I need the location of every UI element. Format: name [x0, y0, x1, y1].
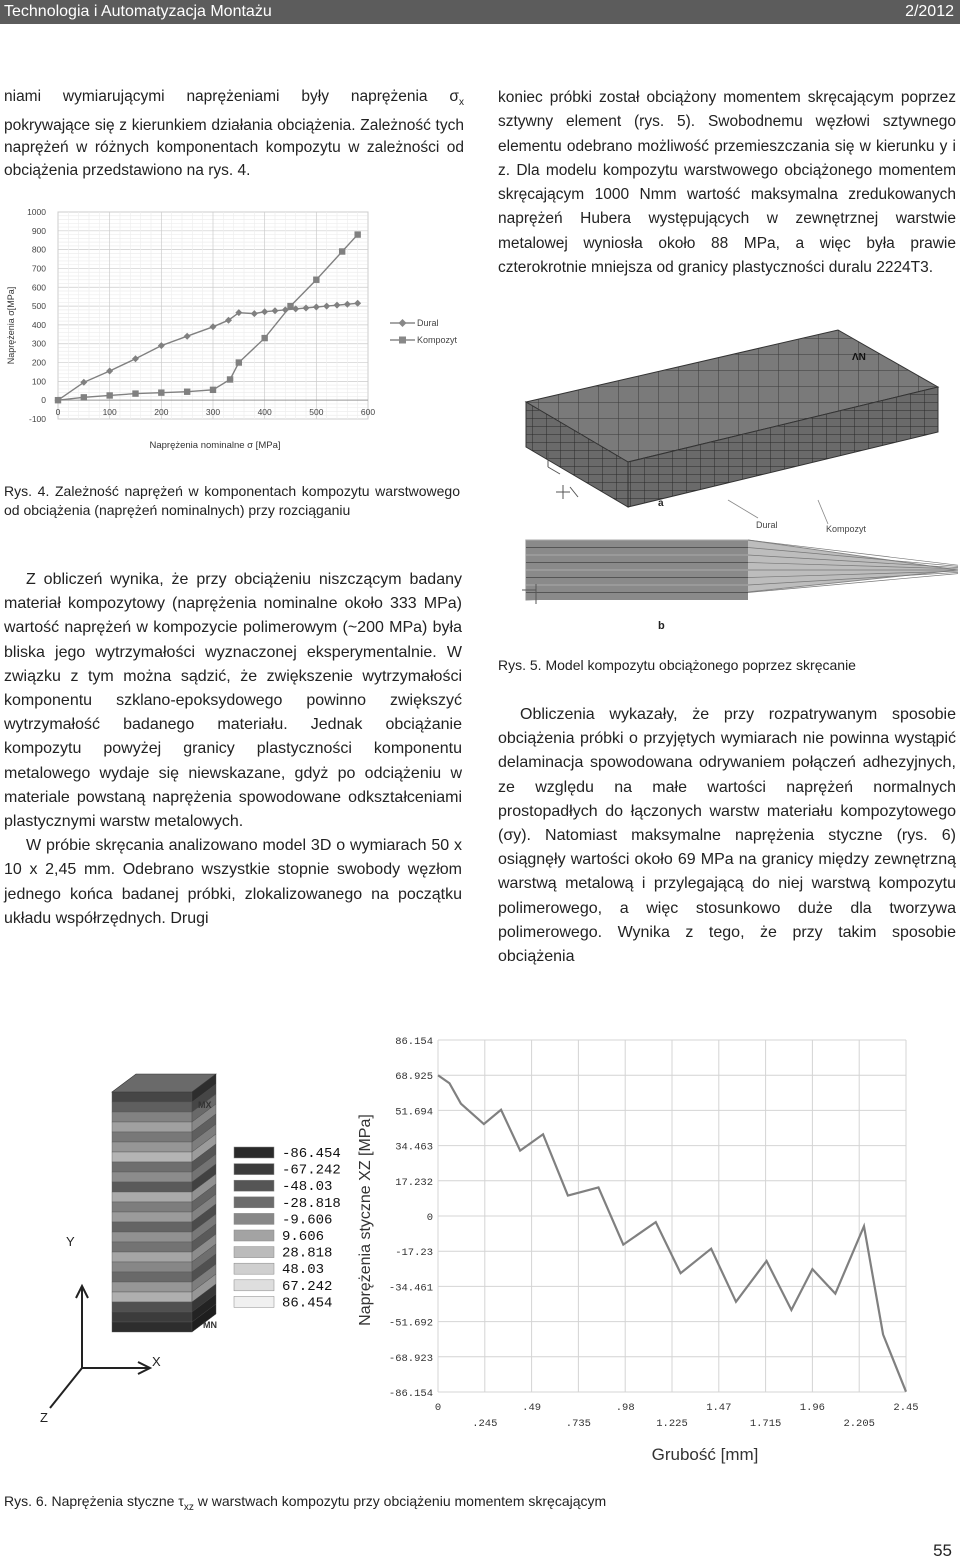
- left-body-text: [4, 568, 462, 931]
- y-tick-label: 300: [31, 338, 46, 349]
- running-header: [0, 0, 960, 24]
- x-tick-label: 200: [154, 407, 169, 418]
- layer-front: [112, 1312, 192, 1322]
- y-tick-label: 500: [31, 301, 46, 312]
- x-tick-label: 0: [55, 407, 61, 418]
- x-tick-label: .98: [615, 1402, 635, 1414]
- layer-front: [112, 1192, 192, 1202]
- x-tick-label: 500: [309, 407, 324, 418]
- fig4-chart: [0, 198, 470, 473]
- y-tick-label: -34.461: [388, 1282, 433, 1295]
- fig4-xlabel: Naprężenia nominalne σ [MPa]: [149, 440, 281, 451]
- data-point-kompozyt: [313, 277, 319, 283]
- fig6-caption: [4, 1492, 954, 1517]
- legend-value: 86.454: [282, 1295, 333, 1312]
- y-tick-label: 400: [31, 319, 46, 330]
- legend-swatch: [234, 1247, 274, 1258]
- x-tick-label: 1.47: [706, 1402, 732, 1414]
- layer-front: [112, 1242, 192, 1252]
- axis-z-label: Z: [40, 1410, 48, 1425]
- legend-swatch: [234, 1180, 274, 1191]
- side-view: [526, 540, 958, 600]
- fig6-grid: [438, 1040, 906, 1392]
- data-point-kompozyt: [132, 390, 138, 396]
- data-point-kompozyt: [55, 397, 61, 403]
- tau-symbol: τ: [178, 1493, 184, 1509]
- y-tick-label: 0: [426, 1212, 433, 1224]
- layer-front: [112, 1282, 192, 1292]
- fig6-chart: [350, 1030, 950, 1480]
- layer-front: [112, 1202, 192, 1212]
- y-tick-label: -68.923: [388, 1352, 433, 1365]
- y-tick-label: 700: [31, 263, 46, 274]
- data-point-kompozyt: [210, 387, 216, 393]
- legend-swatch: [234, 1296, 274, 1307]
- corner-label: ΛN: [852, 352, 866, 363]
- fig5-model: [518, 322, 958, 607]
- layer-front: [112, 1162, 192, 1172]
- stress-legend: [234, 1146, 341, 1311]
- layer-front: [112, 1272, 192, 1282]
- y-tick-label: -51.692: [388, 1317, 433, 1330]
- data-point-kompozyt: [184, 389, 190, 395]
- layer-front: [112, 1252, 192, 1262]
- legend-value: -9.606: [282, 1212, 333, 1229]
- data-point-kompozyt: [227, 376, 233, 382]
- fig4-ylabel: Naprężenia σ[MPa]: [6, 286, 16, 365]
- y-tick-label: -17.23: [395, 1247, 433, 1260]
- issue-number: 2/2012: [905, 3, 954, 20]
- y-tick-label: -100: [28, 414, 46, 424]
- legend-swatch: [234, 1263, 274, 1274]
- mx-label: MX: [198, 1100, 212, 1110]
- fig5-label-a: a: [658, 498, 664, 509]
- legend-value: 67.242: [282, 1278, 333, 1295]
- legend-swatch: [234, 1230, 274, 1241]
- data-point-kompozyt: [236, 359, 242, 365]
- x-tick-label: 400: [257, 407, 272, 418]
- right-top-text: koniec próbki został obciążony momentem skręcającym poprzez sztywny element (rys. 5). Swobodnemu węzłowi sztywnego elementu odebrano możliwość przemieszczania się w kierunku y i z. Dla modelu kompozytu warstwowego obciążonego momentem skręcającym 1000 Nmm wartość maksymalna zredukowanych naprężeń Hubera występujących w zewnętrznej warstwie metalowej wyniosła około 88 MPa, a więc była prawie czterokrotnie mniejsza od granicy plastyczności duralu 2224T3.: [498, 89, 956, 277]
- x-tick-label: 2.205: [843, 1418, 875, 1430]
- x-tick-label: 1.96: [799, 1402, 826, 1414]
- legend-swatch: [234, 1147, 274, 1158]
- y-tick-label: -86.154: [388, 1388, 433, 1400]
- legend-value: -86.454: [282, 1146, 341, 1162]
- layer-front: [112, 1172, 192, 1182]
- caption-text: Rys. 6. Naprężenia styczne: [4, 1493, 179, 1509]
- layer-front: [112, 1132, 192, 1142]
- fig4-caption: Rys. 4. Zależność naprężeń w komponentach kompozytu warstwowego od obciążenia (naprężeń nominalnych) przy rozciąganiu: [4, 483, 460, 518]
- y-tick-label: 68.925: [395, 1071, 433, 1084]
- legend-value: 9.606: [282, 1229, 325, 1245]
- x-tick-label: 2.45: [893, 1402, 919, 1414]
- legend-swatch: [234, 1213, 274, 1224]
- y-tick-label: 17.232: [395, 1176, 433, 1189]
- axis-y-label: Y: [66, 1234, 75, 1249]
- legend-value: -48.03: [282, 1179, 333, 1196]
- fig6-model: [0, 1048, 350, 1488]
- fig5-label-b: b: [658, 620, 665, 632]
- legend-marker-kompozyt: [399, 337, 406, 344]
- x-tick-label: 300: [205, 407, 221, 418]
- fig5-kompozyt: Kompozyt: [826, 524, 867, 534]
- legend-swatch: [234, 1164, 274, 1175]
- paragraph-2: W próbie skręcania analizowano model 3D o wymiarach 50 x 10 x 2,45 mm. Odebrano wszystkie stopnie swobody węzłom jednego końca badanej próbki, zlokalizowanego na początku układu współrzędnych. Drugi: [4, 837, 462, 927]
- y-tick-label: 51.694: [395, 1106, 433, 1119]
- legend-dural: Dural: [417, 318, 439, 328]
- legend-value: -67.242: [282, 1162, 341, 1179]
- data-point-kompozyt: [106, 392, 112, 398]
- layer-front: [112, 1112, 192, 1122]
- layer-front: [112, 1322, 192, 1332]
- layer-front: [112, 1122, 192, 1132]
- y-tick-label: 34.463: [395, 1141, 433, 1154]
- layer-front: [112, 1302, 192, 1312]
- y-tick-label: 100: [31, 376, 46, 387]
- axis-x-label: X: [152, 1354, 161, 1369]
- x-tick-label: 600: [360, 407, 376, 418]
- x-tick-label: 1.715: [749, 1418, 782, 1430]
- y-tick-label: 200: [31, 357, 46, 368]
- paragraph-3: Obliczenia wykazały, że przy rozpatrywanym sposobie obciążenia próbki o przyjętych wymiarach nie powinna wystąpić delaminacja spowodowana odrywaniem połączeń adhezyjnych, ze względu na małe wartości naprężeń normalnych prostopadłych do łączonych warstw materiału kompozytowego (σy). Natomiast maksymalne naprężenia styczne (rys. 6) osiągnęły wartości około 69 MPa na granicy między zewnętrzną warstwą metalową i przylegającą do niej warstwą kompozytu polimerowego, a więc stosunkowo duże dla tworzywa polimerowego. Wynika z tego, że przy takim sposobie obciążenia: [498, 706, 956, 966]
- subscript: x: [459, 97, 464, 109]
- legend-marker-dural: [399, 319, 407, 327]
- data-point-kompozyt: [339, 248, 345, 254]
- legend-kompozyt: Kompozyt: [417, 335, 458, 345]
- mn-label: MN: [203, 1320, 217, 1330]
- fig6-xlabel: Grubość [mm]: [651, 1445, 759, 1464]
- paragraph-1: Z obliczeń wynika, że przy obciążeniu niszczącym badany materiał kompozytowy (naprężenia nominalne około 333 MPa) wartość naprężeń w kompozycie polimerowym (~200 MPa) była bliska jego wytrzymałości wyznaczonej eksperymentalnie. W związku z tym można sądzić, że zwiększenie wytrzymałości komponentu szklano-epoksydowego powinno zwiększyć wytrzymałość badanego materiału. Jednak obciążanie kompozytu powyżej granicy plastyczności komponentu metalowego wydaje się niewskazane, gdyż po odciążeniu w materiale powstaną naprężenia spowodowane odkształceniami plastycznymi warstw metalowych.: [4, 571, 462, 831]
- layer-front: [112, 1142, 192, 1152]
- layer-front: [112, 1182, 192, 1192]
- x-tick-label: .245: [472, 1418, 498, 1430]
- layer-front: [112, 1102, 192, 1112]
- x-tick-label: 100: [102, 407, 117, 418]
- data-point-kompozyt: [158, 389, 164, 395]
- y-tick-label: 800: [31, 244, 46, 255]
- fig6-ylabel: Naprężenia styczne XZ [MPa]: [357, 1114, 374, 1326]
- layer-front: [112, 1092, 192, 1102]
- fig5-dural: Dural: [756, 520, 778, 530]
- x-tick-label: 1.225: [656, 1418, 688, 1430]
- data-point-kompozyt: [287, 303, 293, 309]
- layer-front: [112, 1262, 192, 1272]
- fig5-caption: Rys. 5. Model kompozytu obciążonego poprzez skręcanie: [498, 657, 856, 673]
- y-tick-label: 1000: [27, 207, 46, 217]
- y-tick-label: 0: [41, 395, 46, 406]
- fig4-legend: [390, 318, 458, 345]
- layer-front: [112, 1222, 192, 1232]
- layer-front: [112, 1152, 192, 1162]
- layer-front: [112, 1212, 192, 1222]
- legend-value: 48.03: [282, 1262, 325, 1279]
- data-point-kompozyt: [81, 394, 87, 400]
- caption-text-end: w warstwach kompozytu przy obciążeniu momentem skręcającym: [193, 1493, 607, 1509]
- y-tick-label: 600: [31, 282, 46, 293]
- axes-triad-a2: [556, 485, 578, 499]
- page-number: 55: [933, 1541, 952, 1560]
- legend-value: -28.818: [282, 1195, 341, 1212]
- legend-value: 28.818: [282, 1245, 333, 1262]
- layer-front: [112, 1292, 192, 1302]
- right-body-text: [498, 703, 956, 969]
- fig6-ticks: [389, 1036, 919, 1430]
- tau-subscript: xz: [183, 1501, 194, 1513]
- legend-swatch: [234, 1197, 274, 1208]
- layer-front: [112, 1232, 192, 1242]
- text-paragraph: pokrywające się z kierunkiem działania obciążenia. Zależność tych naprężeń w różnych komponentach kompozytu w zależności od obciążenia przedstawiono na rys. 4.: [4, 116, 464, 179]
- y-tick-label: 900: [31, 225, 46, 236]
- x-tick-label: .735: [565, 1418, 592, 1430]
- left-top-text: [4, 86, 464, 182]
- layer-stack: [112, 1074, 216, 1332]
- text-line: niami wymiarującymi naprężeniami były naprężenia σ: [4, 88, 459, 105]
- journal-title: Technologia i Automatyzacja Montażu: [4, 3, 272, 20]
- y-tick-label: 86.154: [395, 1036, 433, 1048]
- x-tick-label: .49: [522, 1402, 542, 1414]
- legend-swatch: [234, 1280, 274, 1291]
- x-tick-label: 0: [434, 1402, 442, 1414]
- data-point-kompozyt: [354, 231, 360, 237]
- data-point-kompozyt: [261, 335, 267, 341]
